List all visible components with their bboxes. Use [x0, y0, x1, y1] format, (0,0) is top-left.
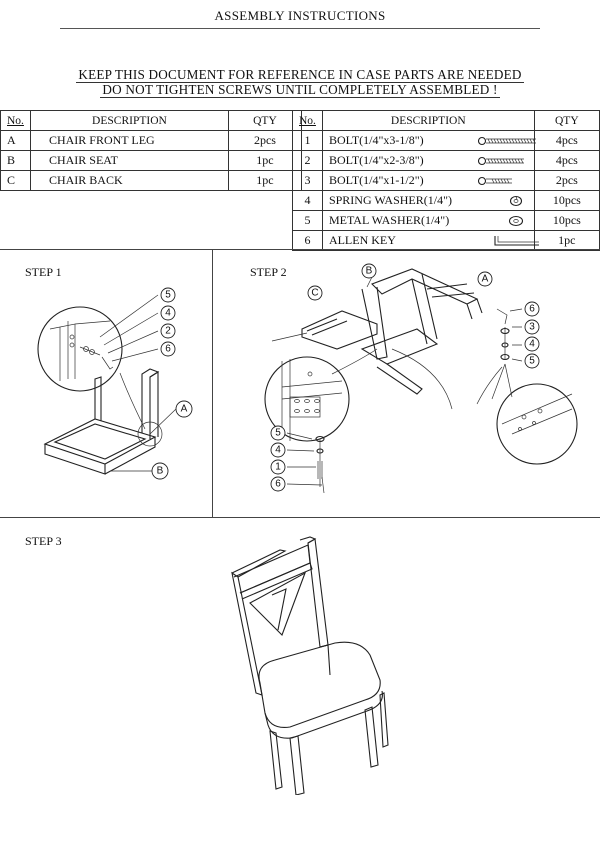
hardware-qty: 10pcs: [534, 191, 599, 211]
hardware-description: ALLEN KEY: [322, 231, 534, 251]
callout-C-label: C: [311, 287, 319, 299]
hardware-qty: 4pcs: [534, 151, 599, 171]
table-row: [293, 171, 600, 191]
callout-2-label: 2: [165, 325, 171, 337]
table-row: [293, 151, 600, 171]
part-no: C: [1, 171, 31, 191]
long-bolt-icon: [478, 136, 538, 146]
warning-do-not-tighten: DO NOT TIGHTEN SCREWS UNTIL COMPLETELY ASSEMBLED !: [102, 82, 498, 97]
hardware-no: 6: [293, 231, 323, 251]
callout-4-label: 4: [165, 307, 171, 319]
title-underline: [60, 28, 540, 29]
callout-B-label: B: [365, 265, 373, 277]
allen-key-icon: [493, 234, 541, 248]
header-description: DESCRIPTION: [30, 111, 228, 131]
step3-label: STEP 3: [25, 534, 62, 548]
hardware-qty: 2pcs: [534, 171, 599, 191]
table-row: [293, 211, 600, 231]
document-title: ASSEMBLY INSTRUCTIONS: [214, 8, 386, 23]
callout-5-label: 5: [165, 289, 171, 301]
hardware-qty: 4pcs: [534, 131, 599, 151]
part-no: B: [1, 151, 31, 171]
short-bolt-icon: [478, 176, 518, 186]
callout-6-label: 6: [165, 343, 171, 355]
table-row: [293, 191, 600, 211]
hardware-description: METAL WASHER(1/4"): [322, 211, 534, 231]
hardware-description: BOLT(1/4"x2-3/8"): [322, 151, 534, 171]
part-qty: 1pc: [228, 171, 301, 191]
part-description: CHAIR BACK: [30, 171, 228, 191]
callout-6-label: 6: [275, 478, 281, 490]
spring-washer-icon: [509, 195, 523, 207]
step1-diagram: [0, 249, 212, 517]
metal-washer-icon: [508, 215, 524, 227]
callout-4-label: 4: [275, 444, 281, 456]
medium-bolt-icon: [478, 156, 528, 166]
step3-chair-diagram: [220, 535, 420, 795]
callout-5-label: 5: [529, 355, 535, 367]
parts-table-header: [1, 111, 302, 131]
divider-bottom: [0, 517, 600, 518]
hardware-table: [292, 110, 600, 251]
hardware-table-header: [293, 111, 600, 131]
part-qty: 2pcs: [228, 131, 301, 151]
step2-label: STEP 2: [250, 265, 287, 279]
part-description: CHAIR SEAT: [30, 151, 228, 171]
table-row: [293, 131, 600, 151]
hardware-qty: 1pc: [534, 231, 599, 251]
hardware-no: 1: [293, 131, 323, 151]
callout-B-label: B: [156, 465, 164, 477]
hardware-no: 5: [293, 211, 323, 231]
callout-1-label: 1: [275, 461, 281, 473]
callout-3-label: 3: [529, 321, 535, 333]
table-row: [1, 151, 302, 171]
hardware-no: 2: [293, 151, 323, 171]
callout-6-label: 6: [529, 303, 535, 315]
hardware-qty: 10pcs: [534, 211, 599, 231]
header-qty: QTY: [228, 111, 301, 131]
hardware-description: BOLT(1/4"x1-1/2"): [322, 171, 534, 191]
hardware-no: 4: [293, 191, 323, 211]
part-no: A: [1, 131, 31, 151]
callout-A-label: A: [481, 273, 489, 285]
hardware-no: 3: [293, 171, 323, 191]
table-row: [293, 231, 600, 251]
callout-A-label: A: [180, 403, 188, 415]
table-row: [1, 171, 302, 191]
callout-4-label: 4: [529, 338, 535, 350]
warning-keep-document: KEEP THIS DOCUMENT FOR REFERENCE IN CASE PARTS ARE NEEDED: [78, 67, 522, 82]
callout-5-label: 5: [275, 427, 281, 439]
table-row: [1, 131, 302, 151]
part-description: CHAIR FRONT LEG: [30, 131, 228, 151]
header-no: No.: [1, 111, 31, 131]
header-qty: QTY: [534, 111, 599, 131]
step2-diagram: [212, 249, 600, 517]
hardware-description: BOLT(1/4"x3-1/8"): [322, 131, 534, 151]
hardware-description: SPRING WASHER(1/4"): [322, 191, 534, 211]
step1-label: STEP 1: [25, 265, 62, 279]
header-no: No.: [293, 111, 323, 131]
part-qty: 1pc: [228, 151, 301, 171]
header-description: DESCRIPTION: [322, 111, 534, 131]
parts-table: [0, 110, 302, 191]
